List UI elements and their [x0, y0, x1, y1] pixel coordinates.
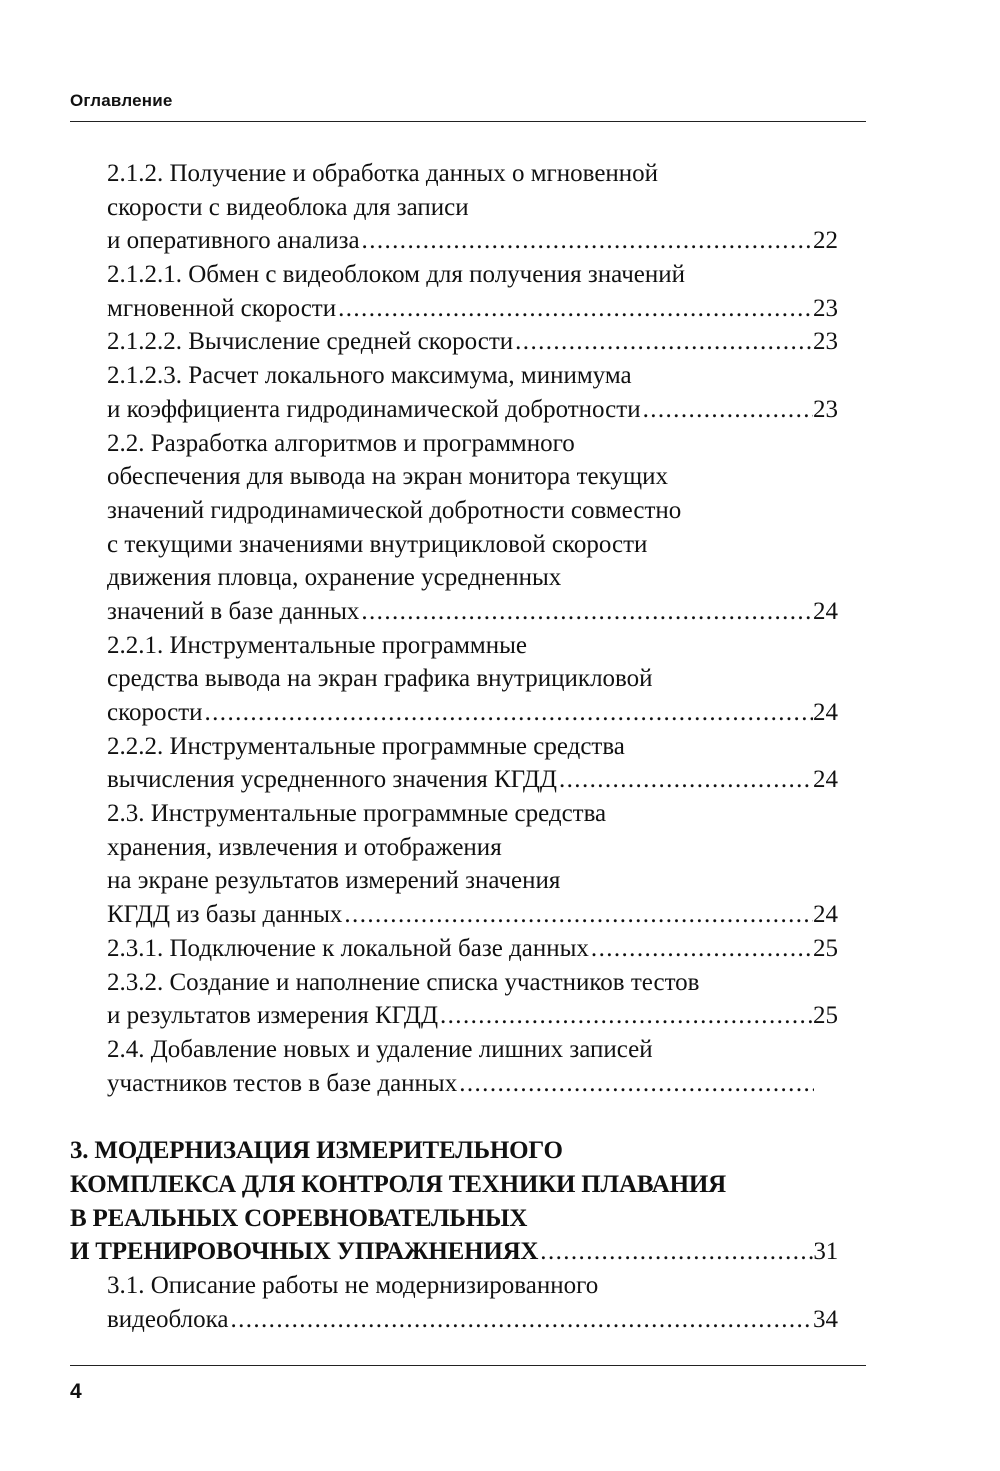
toc-entry-title: участников тестов в базе данных: [107, 1069, 458, 1097]
dot-leader: [203, 696, 814, 730]
toc-entry-line: 2.1.2.1. Обмен с видеоблоком для получения значений: [107, 261, 686, 289]
toc-entry-line: с текущими значениями внутрицикловой скорости: [107, 530, 648, 558]
toc-entry-line: 2.1.2. Получение и обработка данных о мгновенной: [107, 160, 659, 187]
dot-leader: [557, 763, 813, 797]
toc-chapter-line: 3. МОДЕРНИЗАЦИЯ ИЗМЕРИТЕЛЬНОГО: [70, 1137, 563, 1165]
dot-leader: [336, 292, 813, 326]
toc-entry[interactable]: [0, 730, 1000, 797]
toc-entry[interactable]: [0, 629, 1000, 730]
toc-entry-title: и результатов измерения КГДД: [107, 1002, 438, 1030]
dot-leader: [641, 393, 813, 427]
toc-entry-title: скорости: [107, 699, 203, 726]
toc-entry-line: движения пловца, охранение усредненных: [107, 564, 562, 592]
toc-page-number: 24: [813, 597, 838, 625]
toc-page-number: 23: [813, 328, 838, 356]
toc-entry[interactable]: [0, 966, 1000, 1033]
page-number: 4: [70, 1380, 82, 1403]
toc-entry-title: видеоблока: [107, 1305, 229, 1333]
toc-entry-title: значений в базе данных: [107, 597, 360, 625]
running-head: Оглавление: [70, 91, 173, 110]
toc-entry-line: 2.2.1. Инструментальные программные: [107, 631, 527, 659]
toc-entry-line: 3.1. Описание работы не модернизированного: [107, 1272, 599, 1299]
dot-leader: [438, 999, 813, 1033]
toc-entry-line: хранения, извлечения и отображения: [107, 833, 502, 861]
dot-leader: [342, 898, 813, 932]
toc-entry-title: КГДД из базы данных: [107, 901, 343, 929]
toc-entry-title: и оперативного анализа: [107, 227, 360, 255]
dot-leader: [228, 1303, 813, 1337]
header-rule: [70, 121, 866, 122]
toc-chapter-title: И ТРЕНИРОВОЧНЫХ УПРАЖНЕНИЯХ: [70, 1238, 539, 1266]
toc-entry[interactable]: [0, 359, 1000, 426]
toc-page-number: 23: [813, 395, 838, 423]
toc-page-number: 25: [813, 934, 838, 962]
toc-entry-line: 2.3. Инструментальные программные средства: [107, 800, 607, 828]
toc-page-number: 34: [813, 1305, 838, 1333]
toc-entry-line: обеспечения для вывода на экран монитора текущих: [107, 463, 669, 491]
toc-entry-title: 2.1.2.2. Вычисление средней скорости: [107, 328, 514, 356]
toc-entry-line: на экране результатов измерений значения: [107, 867, 561, 895]
dot-leader: [513, 325, 813, 359]
toc-entry-line: 2.1.2.3. Расчет локального максимума, минимума: [107, 362, 632, 390]
dot-leader: [359, 595, 813, 629]
toc-page-number: 24: [813, 901, 838, 929]
toc-entry-title: мгновенной скорости: [107, 294, 337, 322]
toc-entry-line: 2.3.2. Создание и наполнение списка участников тестов: [107, 968, 700, 996]
toc-entry-line: скорости с видеоблока для записи: [107, 193, 469, 221]
toc-page-number: 31: [813, 1238, 838, 1266]
toc-entry[interactable]: [0, 427, 1000, 629]
toc-entry[interactable]: [0, 1269, 1000, 1336]
toc-entry-line: значений гидродинамической добротности совместно: [107, 496, 682, 524]
toc-entry-line: 2.2.2. Инструментальные программные средства: [107, 732, 625, 760]
toc-chapter-line: КОМПЛЕКСА ДЛЯ КОНТРОЛЯ ТЕХНИКИ ПЛАВАНИЯ: [70, 1170, 726, 1198]
toc-entry-title: вычисления усредненного значения КГДД: [107, 766, 557, 794]
toc-entry-line: 2.4. Добавление новых и удаление лишних записей: [107, 1035, 653, 1063]
toc-page-number: 24: [813, 699, 838, 726]
toc-page-number: 24: [813, 766, 838, 794]
toc-entry[interactable]: [0, 325, 1000, 359]
toc-entry-line: средства вывода на экран графика внутрицикловой: [107, 665, 653, 693]
dot-leader: [360, 224, 813, 258]
toc-page-number: 22: [813, 227, 838, 255]
toc-entry-title: и коэффициента гидродинамической добротности: [107, 395, 641, 423]
toc-entry-line: 2.2. Разработка алгоритмов и программного: [107, 429, 575, 457]
toc-chapter-entry[interactable]: [0, 1134, 1000, 1269]
footer-rule: [70, 1365, 866, 1366]
dot-leader: [538, 1235, 813, 1269]
toc-entry[interactable]: [0, 1033, 1000, 1100]
toc-entry[interactable]: [0, 157, 1000, 258]
toc-entry[interactable]: [0, 258, 1000, 325]
toc-page-number: 25: [813, 1002, 838, 1030]
toc-chapter-line: В РЕАЛЬНЫХ СОРЕВНОВАТЕЛЬНЫХ: [70, 1204, 528, 1232]
dot-leader: [457, 1067, 814, 1101]
toc-entry[interactable]: [0, 932, 1000, 966]
dot-leader: [589, 932, 813, 966]
toc-entry-title: 2.3.1. Подключение к локальной базе данных: [107, 934, 589, 962]
toc-page-number: 23: [813, 294, 838, 322]
table-of-contents: [0, 157, 1000, 1336]
toc-entry[interactable]: [0, 797, 1000, 932]
